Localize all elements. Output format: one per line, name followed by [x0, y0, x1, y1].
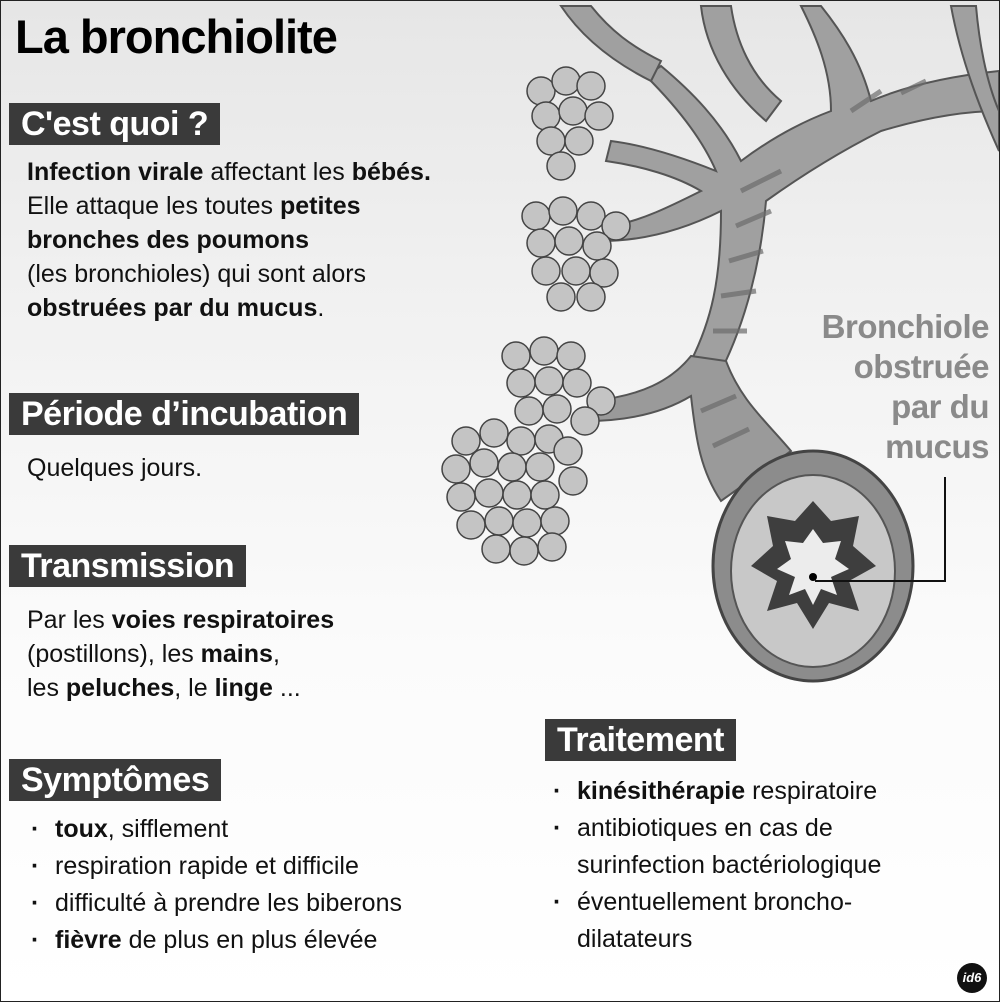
text-fragment: de plus en plus élevée: [121, 926, 378, 954]
text-mucus: obstruées par du mucus: [27, 294, 318, 322]
text-fragment: antibiotiques en cas de: [577, 814, 833, 842]
text-plush: peluches: [65, 674, 175, 702]
text-cough: toux: [55, 815, 108, 843]
text-small: petites: [279, 192, 361, 220]
section-heading-what: C'est quoi ?: [9, 103, 220, 145]
text-fragment: ...: [272, 674, 301, 702]
text-hands: mains: [200, 640, 273, 668]
text-fragment: surinfection bactériologique: [577, 851, 882, 879]
text-fragment: Par les: [27, 606, 112, 634]
callout-line: mucus: [885, 428, 989, 465]
text-fragment: respiratoire: [745, 777, 878, 805]
callout-line: par du: [891, 388, 989, 425]
text-fragment: , le: [174, 674, 215, 702]
text-babies: bébés.: [351, 158, 431, 186]
text-fragment: ,: [272, 640, 280, 668]
section-heading-symptoms: Symptômes: [9, 759, 221, 801]
bronchiole-cross-section: [713, 451, 913, 681]
text-fragment: .: [317, 294, 325, 322]
list-item: · respiration rapide et difficile: [27, 848, 527, 885]
text-fever: fièvre: [55, 926, 122, 954]
list-item: [549, 810, 989, 884]
section-text-transmission: [27, 603, 497, 705]
page-title: La bronchiolite: [15, 10, 337, 63]
list-item: [549, 773, 989, 810]
text-virus: Infection virale: [27, 158, 204, 186]
text-physio: kinésithérapie: [577, 777, 746, 805]
list-item: [27, 811, 527, 848]
text-airways: voies respiratoires: [111, 606, 335, 634]
callout-line: Bronchiole: [821, 308, 989, 345]
section-text-what: [27, 155, 547, 325]
text-fragment: éventuellement broncho-: [577, 888, 853, 916]
text-fragment: affectant les: [203, 158, 352, 186]
list-item: [27, 922, 527, 959]
list-item: · difficulté à prendre les biberons: [27, 885, 527, 922]
text-fragment: (postillons), les: [27, 640, 201, 668]
list-item: [549, 884, 989, 958]
treatment-list: [549, 773, 989, 958]
text-fragment: (les bronchioles) qui sont alors: [27, 260, 367, 288]
symptoms-list: [27, 811, 527, 959]
callout-line: obstruée: [853, 348, 989, 385]
id6-logo: id6: [957, 963, 987, 993]
section-heading-transmission: Transmission: [9, 545, 246, 587]
text-fragment: Elle attaque les toutes: [27, 192, 280, 220]
text-linen: linge: [214, 674, 273, 702]
text-fragment: les: [27, 674, 66, 702]
section-heading-incubation: Période d’incubation: [9, 393, 359, 435]
text-fragment: , sifflement: [107, 815, 229, 843]
text-bronchi: bronches des poumons: [27, 226, 309, 254]
bronchiole-callout: [761, 307, 989, 467]
section-text-incubation: Quelques jours.: [27, 454, 203, 482]
text-fragment: dilatateurs: [577, 925, 693, 953]
section-heading-treatment: Traitement: [545, 719, 736, 761]
